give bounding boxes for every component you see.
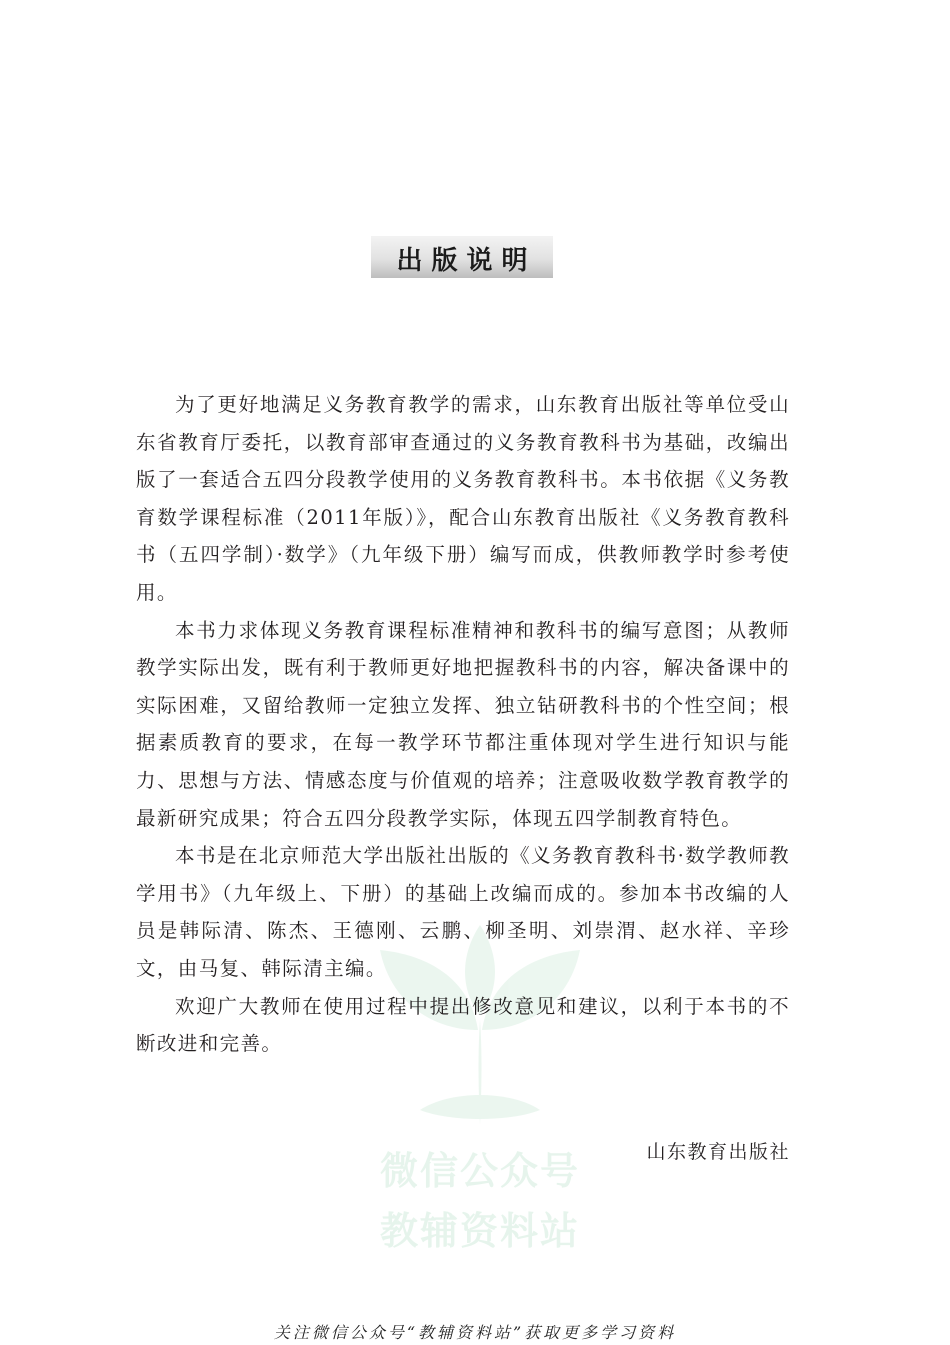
publisher-signature: 山东教育出版社 xyxy=(646,1141,790,1163)
paragraph-1: 为了更好地满足义务教育教学的需求，山东教育出版社等单位受山东省教育厅委托，以教育部审查通过的义务教育教科书为基础，改编出版了一套适合五四分段教学使用的义务教育教科书。本书依据《义务教育数学课程标准（2011年版）》，配合山东教育出版社《义务教育教科书（五四学制）·数学》（九年级下册）编写而成，供教师教学时参考使用。 xyxy=(136,393,790,604)
watermark-line-2: 教辅资料站 xyxy=(379,1209,580,1253)
paragraph-2: 本书力求体现义务教育课程标准精神和教科书的编写意图；从教师教学实际出发，既有利于教师更好地把握教科书的内容，解决备课中的实际困难，又留给教师一定独立发挥、独立钻研教科书的个性空间；根据素质教育的要求，在每一教学环节都注重体现对学生进行知识与能力、思想与方法、情感态度与价值观的培养；注意吸收数学教育教学的最新研究成果；符合五四分段教学实际，体现五四学制教育特色。 xyxy=(136,618,790,830)
footer-note: 关注微信公众号“教辅资料站”获取更多学习资料 xyxy=(273,1323,677,1342)
watermark-line-1: 微信公众号 xyxy=(379,1149,580,1193)
paragraph-3: 本书是在北京师范大学出版社出版的《义务教育教科书·数学教师教学用书》（九年级上、下册）的基础上改编而成的。参加本书改编的人员是韩际清、陈杰、王德刚、云鹏、柳圣明、刘崇渭、赵水祥、辛珍文，由马复、韩际清主编。 xyxy=(136,844,790,980)
page-title: 出版说明 xyxy=(396,246,537,276)
page-title-block xyxy=(371,236,553,278)
paragraph-4: 欢迎广大教师在使用过程中提出修改意见和建议，以利于本书的不断改进和完善。 xyxy=(136,994,790,1056)
preface-body xyxy=(136,386,790,1063)
